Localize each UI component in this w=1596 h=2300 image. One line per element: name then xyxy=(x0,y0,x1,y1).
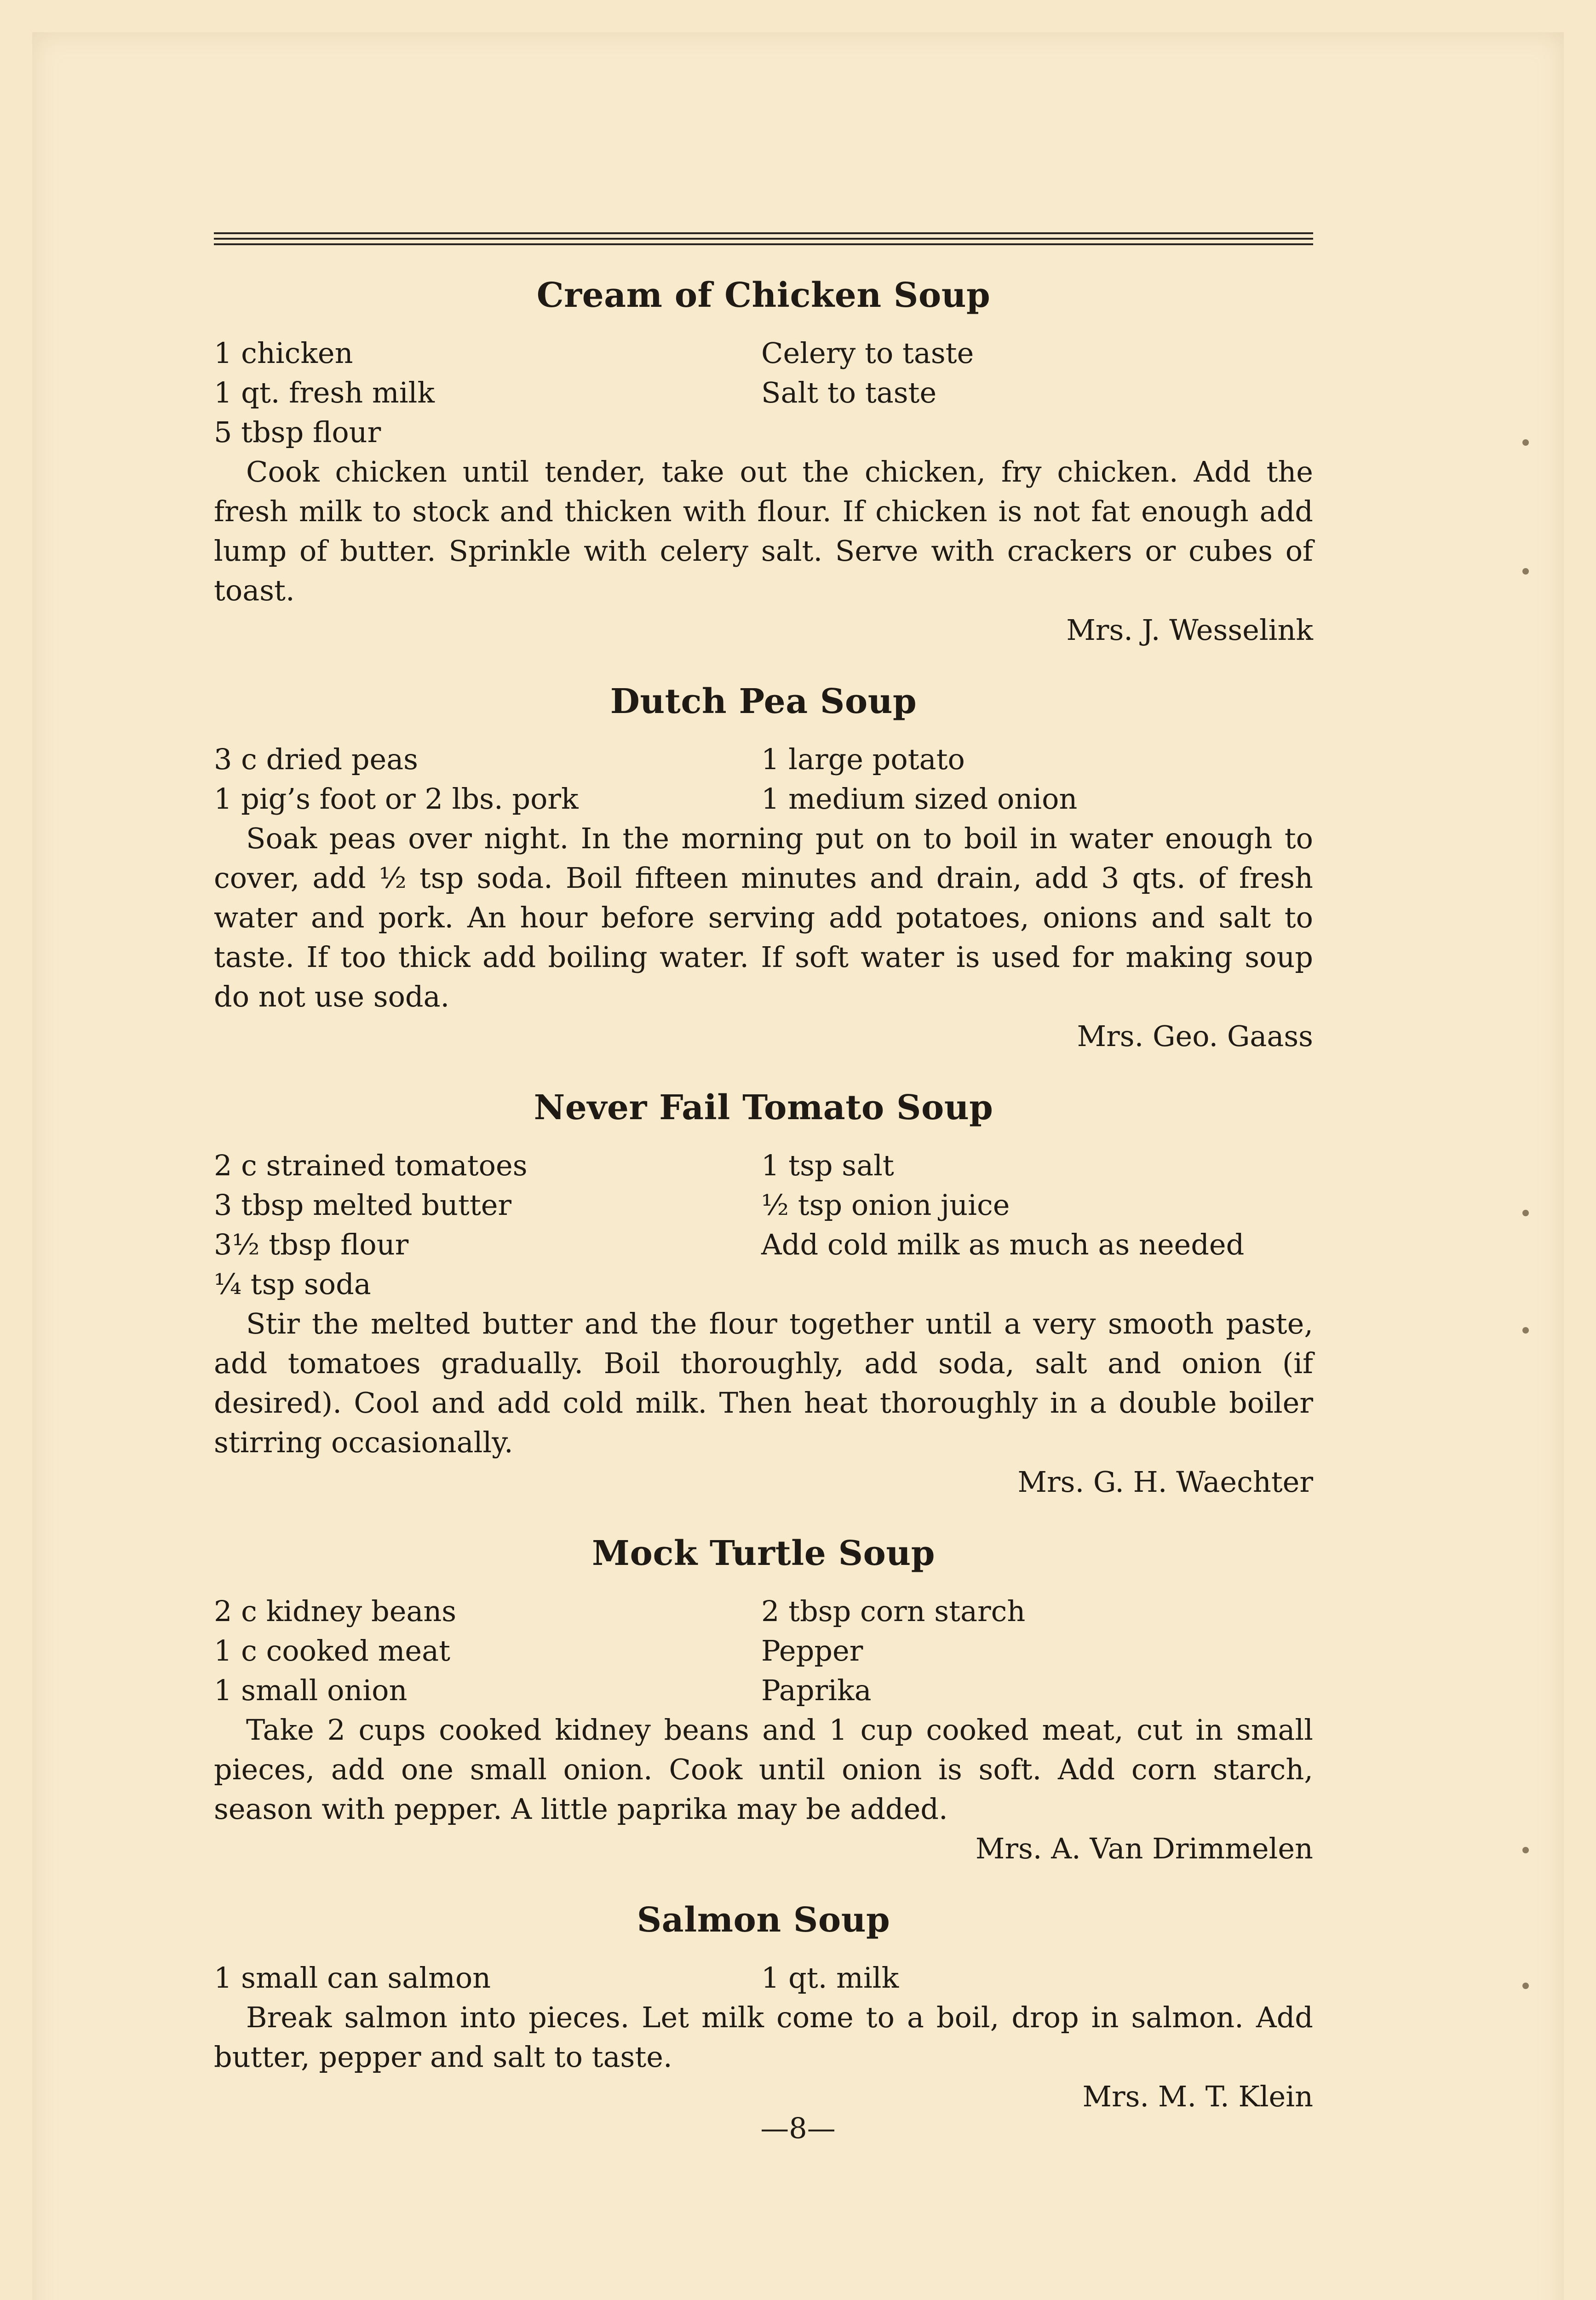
recipe-author: Mrs. A. Van Drimmelen xyxy=(975,1832,1313,1866)
recipe-cream-of-chicken-soup xyxy=(214,276,1313,650)
recipe-method xyxy=(214,1304,1313,1462)
recipe-author: Mrs. Geo. Gaass xyxy=(1077,1019,1313,1053)
page-number: —8— xyxy=(760,2111,836,2145)
ingredient: Celery to taste xyxy=(761,336,974,370)
binding-hole-mark xyxy=(1522,1327,1529,1334)
binding-hole-mark xyxy=(1522,1210,1529,1216)
ingredient: 1 tsp salt xyxy=(761,1149,894,1183)
ingredient: 1 medium sized onion xyxy=(761,782,1078,816)
ingredient: Pepper xyxy=(761,1634,863,1668)
recipe-title: Cream of Chicken Soup xyxy=(536,276,991,315)
method-text: Break salmon into pieces. Let milk come to a boil, drop in salmon. Add butter, pepper and salt to taste. xyxy=(214,2001,1313,2074)
recipe-method xyxy=(214,1710,1313,1829)
recipe-author: Mrs. M. T. Klein xyxy=(1082,2080,1313,2114)
ingredient: 1 small can salmon xyxy=(214,1961,491,1995)
recipe-method xyxy=(214,1998,1313,2077)
method-text: Stir the melted butter and the flour together until a very smooth paste, add tomatoes gradually. Boil thoroughly, add soda, salt and onion (if desired). Cool and add cold milk. Then heat thoroughly in a double boiler stirring occasionally. xyxy=(214,1307,1313,1460)
recipe-never-fail-tomato-soup xyxy=(214,1088,1313,1502)
ingredient-list xyxy=(214,740,1313,819)
ingredient: 3½ tbsp flour xyxy=(214,1228,409,1262)
binding-hole-mark xyxy=(1522,568,1529,575)
ingredient: 2 tbsp corn starch xyxy=(761,1594,1026,1628)
recipe-mock-turtle-soup xyxy=(214,1534,1313,1869)
method-text: Soak peas over night. In the morning put on to boil in water enough to cover, add ½ tsp soda. Boil fifteen minutes and drain, add 3 qts. of fresh water and pork. An hour before serving add potatoes, onions and salt to taste. If too thick add boiling water. If soft water is used for making soup do not use soda. xyxy=(214,822,1313,1014)
ingredient-list xyxy=(214,1958,1313,1998)
ingredient: Salt to taste xyxy=(761,376,937,410)
recipe-title: Never Fail Tomato Soup xyxy=(534,1088,993,1128)
ingredient: 1 large potato xyxy=(761,742,965,776)
binding-hole-mark xyxy=(1522,1983,1529,1989)
ingredient-list xyxy=(214,1146,1313,1304)
ingredient xyxy=(761,1265,1313,1304)
ingredient: 1 qt. fresh milk xyxy=(214,376,435,410)
recipe-title: Dutch Pea Soup xyxy=(610,682,917,722)
recipe-title: Mock Turtle Soup xyxy=(592,1534,935,1574)
rule-line xyxy=(214,232,1313,234)
recipe-salmon-soup xyxy=(214,1901,1313,2116)
ingredient: 1 c cooked meat xyxy=(214,1634,450,1668)
recipe-title: Salmon Soup xyxy=(637,1900,890,1940)
ingredient: 2 c kidney beans xyxy=(214,1594,457,1628)
binding-hole-mark xyxy=(1522,439,1529,446)
recipe-method xyxy=(214,819,1313,1017)
method-text: Cook chicken until tender, take out the chicken, fry chicken. Add the fresh milk to stock and thicken with flour. If chicken is not fat enough add lump of butter. Sprinkle with celery salt. Serve with crackers or cubes of toast. xyxy=(214,455,1313,608)
ingredient: 1 qt. milk xyxy=(761,1961,899,1995)
method-text: Take 2 cups cooked kidney beans and 1 cup cooked meat, cut in small pieces, add one small onion. Cook until onion is soft. Add corn starch, season with pepper. A little paprika may be added. xyxy=(214,1713,1313,1826)
recipe-method xyxy=(214,452,1313,610)
ingredient: ½ tsp onion juice xyxy=(761,1188,1010,1222)
ingredient: 1 small onion xyxy=(214,1673,408,1708)
ingredient: Paprika xyxy=(761,1673,872,1708)
ingredient: Add cold milk as much as needed xyxy=(761,1228,1245,1262)
recipe-dutch-pea-soup xyxy=(214,682,1313,1056)
recipe-author: Mrs. G. H. Waechter xyxy=(1017,1465,1313,1499)
ingredient xyxy=(761,413,1313,452)
recipe-author: Mrs. J. Wesselink xyxy=(1066,613,1313,647)
ingredient: 5 tbsp flour xyxy=(214,415,381,449)
rule-line xyxy=(214,243,1313,245)
ingredient: 1 pig’s foot or 2 lbs. pork xyxy=(214,782,579,816)
ingredient: 2 c strained tomatoes xyxy=(214,1149,528,1183)
binding-hole-mark xyxy=(1522,1847,1529,1853)
ingredient: 3 tbsp melted butter xyxy=(214,1188,512,1222)
header-rules xyxy=(214,232,1313,246)
ingredient: 1 chicken xyxy=(214,336,353,370)
rule-line xyxy=(214,238,1313,240)
ingredient: 3 c dried peas xyxy=(214,742,418,776)
ingredient: ¼ tsp soda xyxy=(214,1267,371,1301)
ingredient-list xyxy=(214,1592,1313,1710)
ingredient-list xyxy=(214,334,1313,452)
recipe-list xyxy=(214,276,1313,2149)
